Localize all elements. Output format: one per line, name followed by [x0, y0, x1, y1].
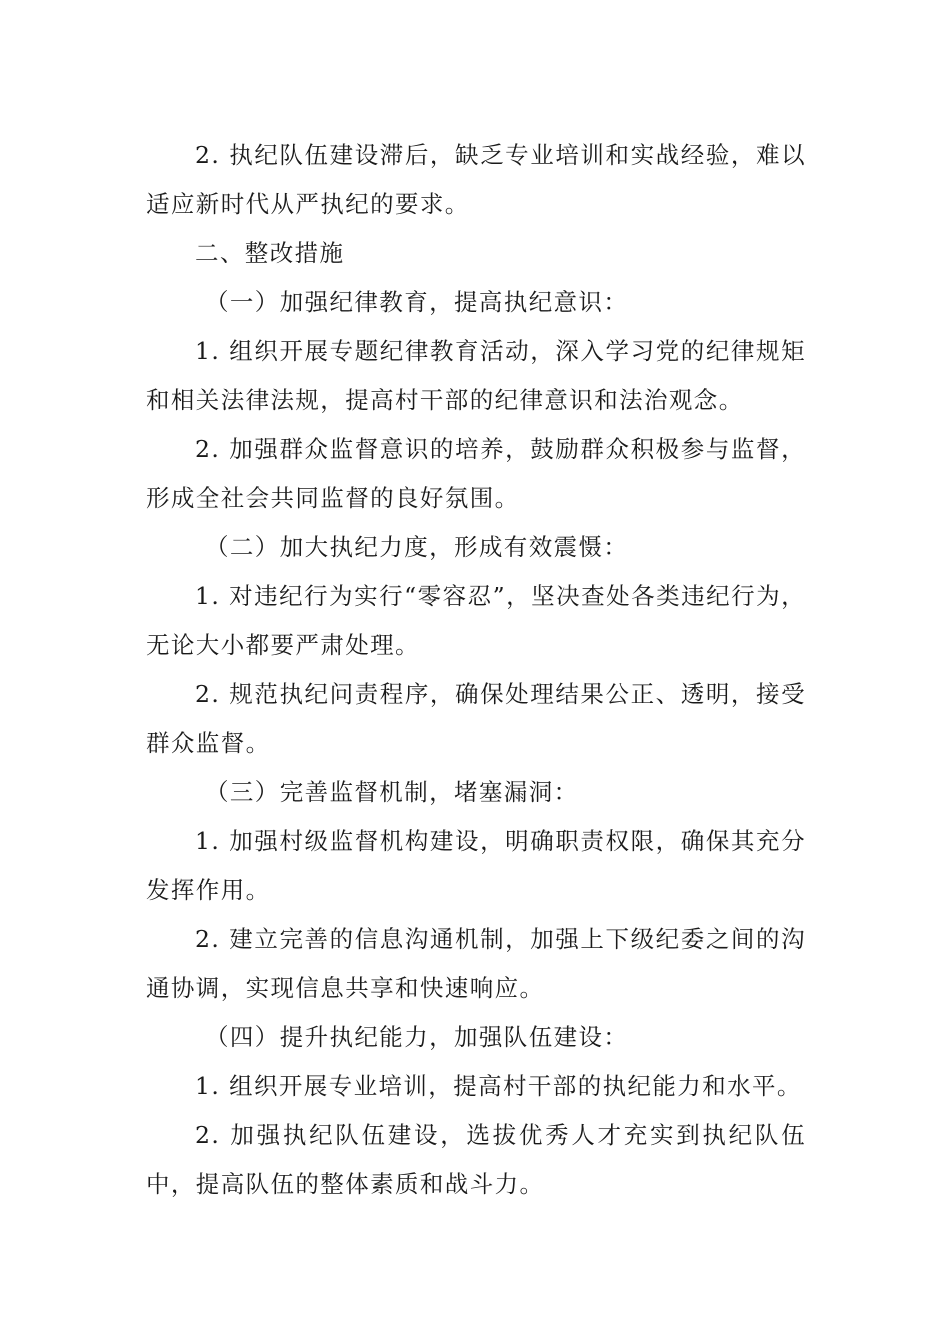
- paragraph-2-1: 1. 对违纪行为实行“零容忍”，坚决查处各类违纪行为，无论大小都要严肃处理。: [146, 582, 806, 659]
- subsection-heading-4: （四）提升执纪能力，加强队伍建设：: [205, 1023, 629, 1051]
- paragraph-4-2: 2. 加强执纪队伍建设，选拔优秀人才充实到执纪队伍中，提高队伍的整体素质和战斗力。: [146, 1121, 806, 1198]
- subsection-heading-1: （一）加强纪律教育，提高执纪意识：: [205, 288, 629, 316]
- paragraph-1-2: 2. 加强群众监督意识的培养，鼓励群众积极参与监督，形成全社会共同监督的良好氛围。: [146, 435, 806, 512]
- subsection-heading-2: （二）加大执纪力度，形成有效震慑：: [205, 533, 629, 561]
- paragraph-4-1: 1. 组织开展专业培训，提高村干部的执纪能力和水平。: [195, 1072, 802, 1100]
- paragraph-2-2: 2. 规范执纪问责程序，确保处理结果公正、透明，接受群众监督。: [146, 680, 806, 757]
- paragraph-problem-2: 2. 执纪队伍建设滞后，缺乏专业培训和实战经验，难以适应新时代从严执纪的要求。: [146, 141, 806, 218]
- paragraph-3-1: 1. 加强村级监督机构建设，明确职责权限，确保其充分发挥作用。: [146, 827, 806, 904]
- section-heading-rectification: 二、整改措施: [195, 239, 345, 267]
- document-body: [146, 131, 806, 1209]
- subsection-heading-3: （三）完善监督机制，堵塞漏洞：: [205, 778, 579, 806]
- paragraph-1-1: 1. 组织开展专题纪律教育活动，深入学习党的纪律规矩和相关法律法规，提高村干部的纪律意识和法治观念。: [146, 337, 806, 414]
- paragraph-3-2: 2. 建立完善的信息沟通机制，加强上下级纪委之间的沟通协调，实现信息共享和快速响应。: [146, 925, 806, 1002]
